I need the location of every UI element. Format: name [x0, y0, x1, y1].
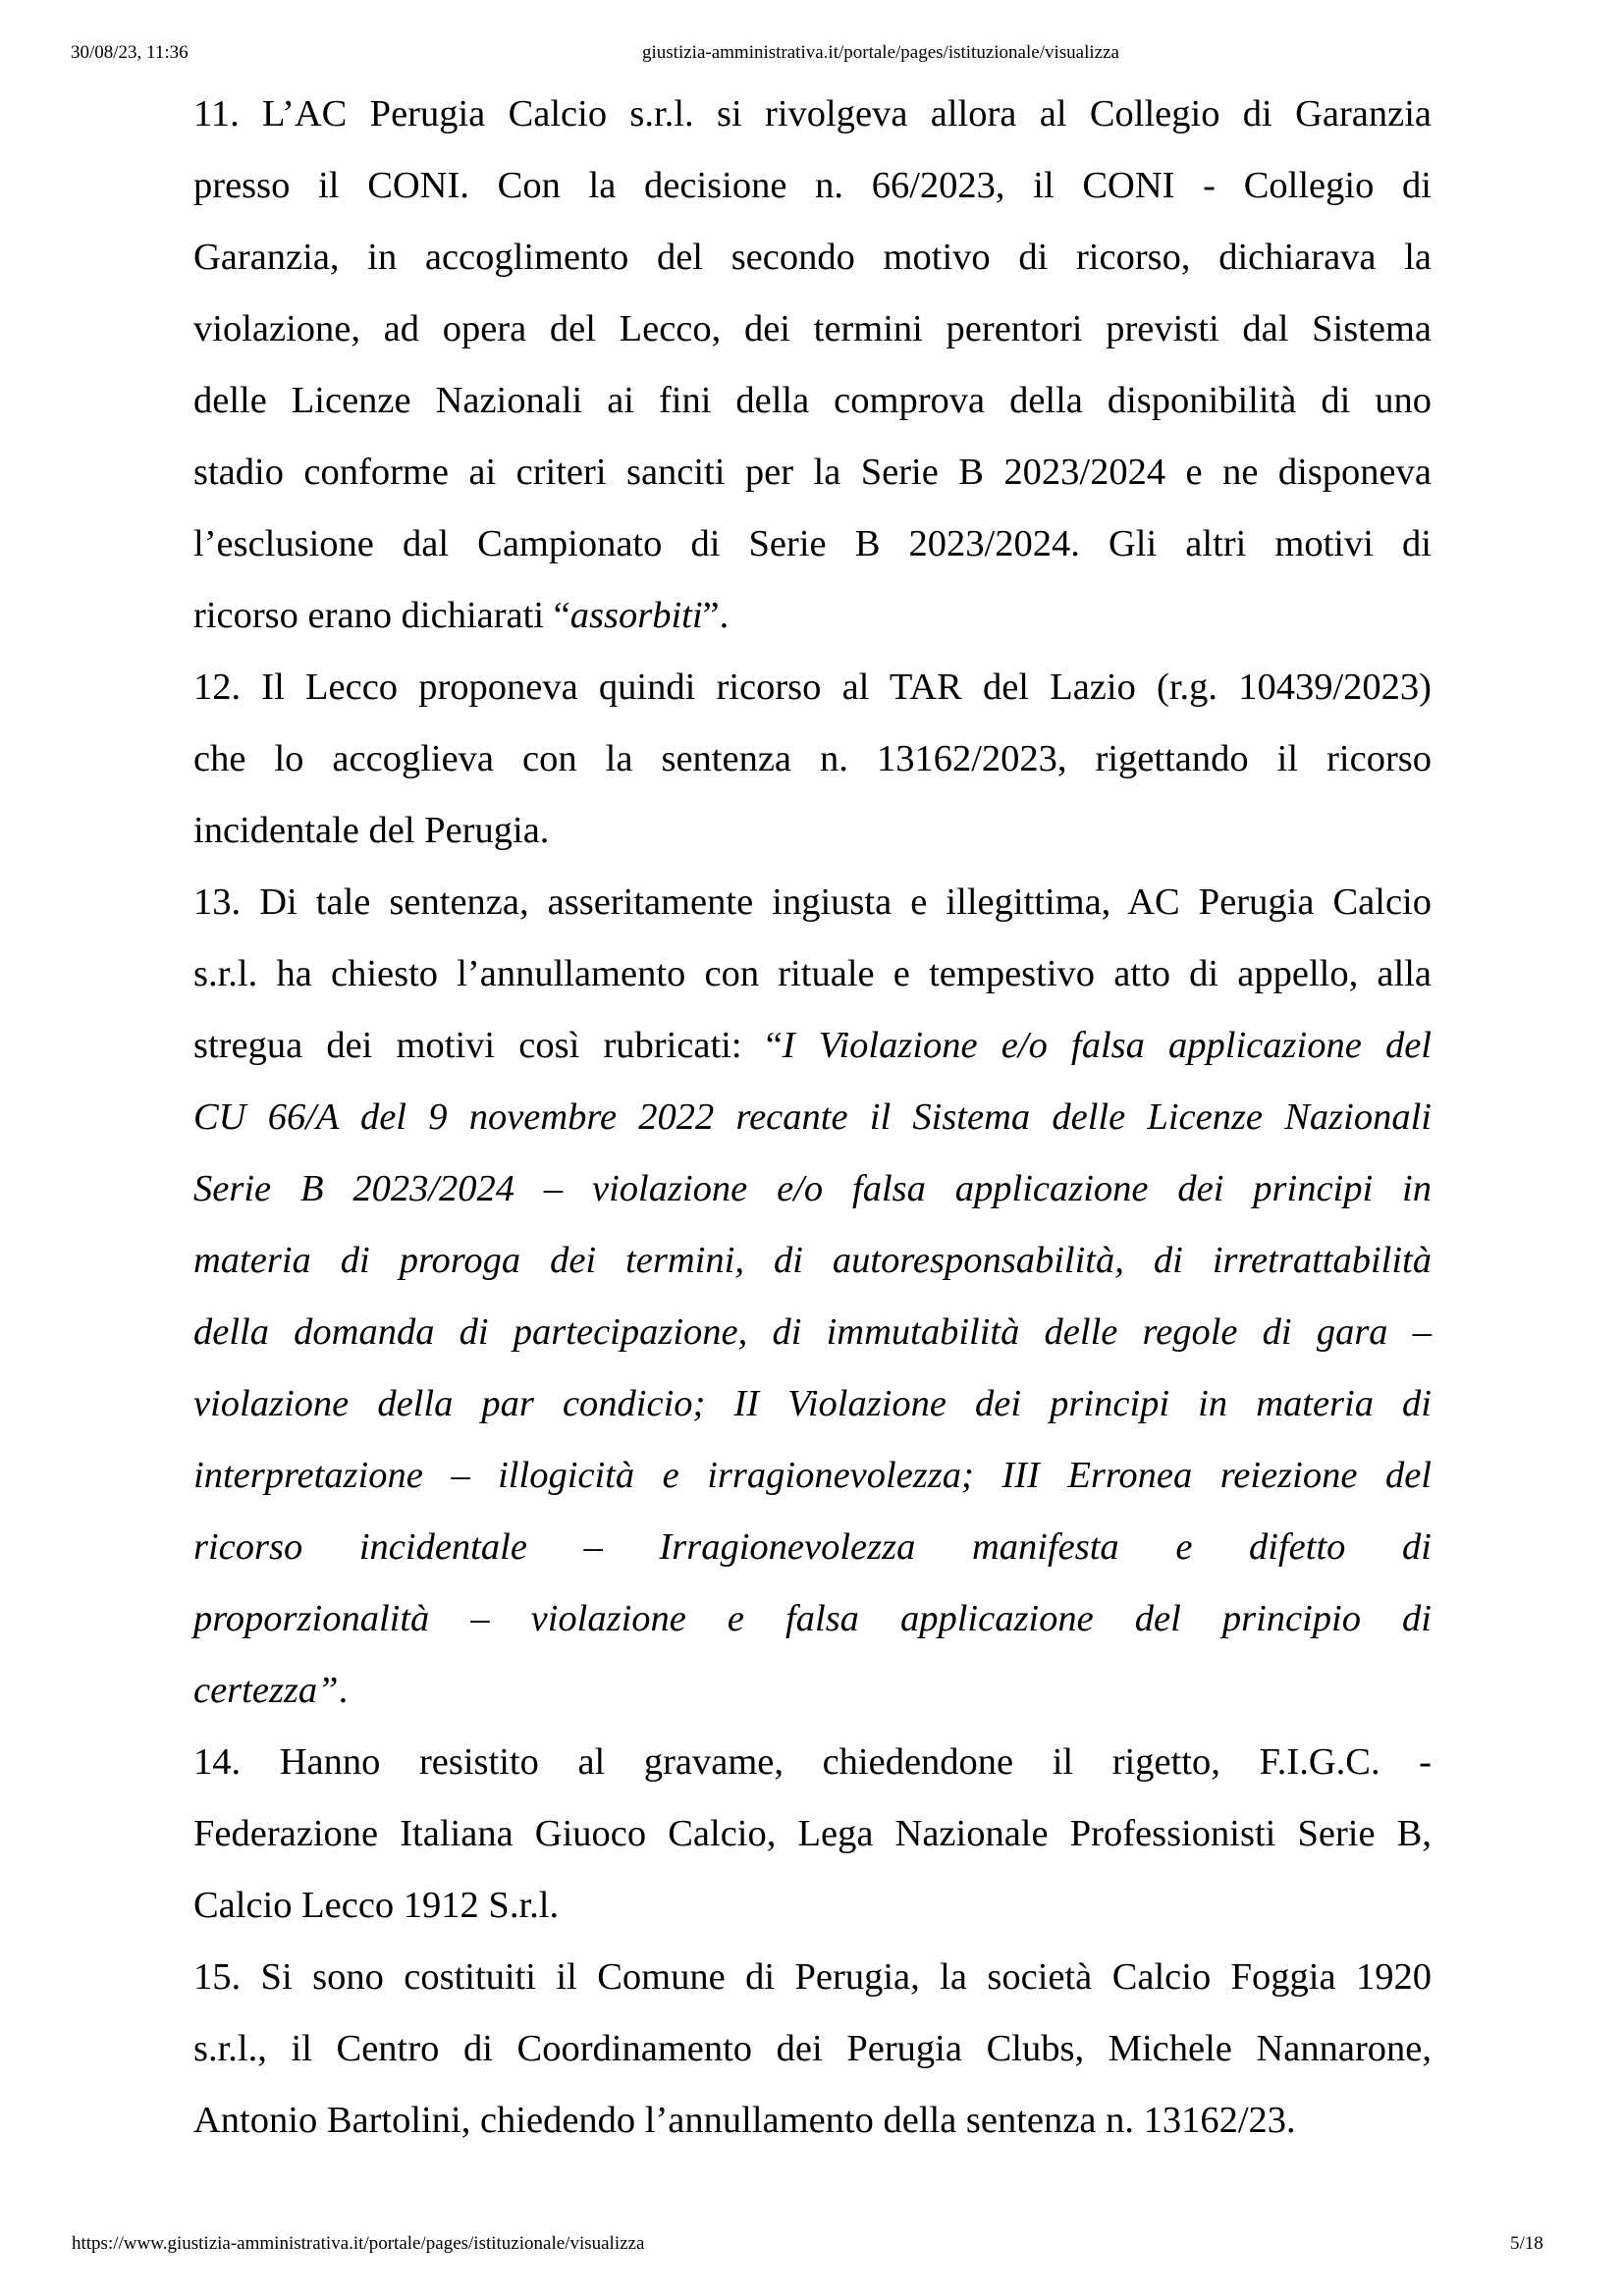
text-line [193, 437, 1432, 508]
print-datetime: 30/08/23, 11:36 [71, 42, 189, 63]
text-line [193, 1225, 1432, 1297]
text-segment: 12. Il Lecco proponeva quindi ricorso al TAR del Lazio (r.g. 10439/2023) [193, 667, 1432, 708]
text-segment: 11. L’AC Perugia Calcio s.r.l. si rivolgeva allora al Collegio di Garanzia [193, 93, 1432, 134]
text-segment: Calcio Lecco 1912 S.r.l. [193, 1885, 560, 1926]
text-segment: Federazione Italiana Giuoco Calcio, Lega Nazionale Professionisti Serie B, [193, 1813, 1432, 1854]
text-line [193, 1082, 1432, 1153]
text-segment: s.r.l. ha chiesto l’annullamento con rituale e tempestivo atto di appello, alla [193, 953, 1432, 994]
text-segment: . [338, 1670, 349, 1711]
italic-text: materia di proroga dei termini, di autoresponsabilità, di irretrattabilità [193, 1240, 1432, 1281]
text-segment: delle Licenze Nazionali ai fini della comprova della disponibilità di uno [193, 380, 1432, 421]
text-segment: che lo accoglieva con la sentenza n. 13162/2023, rigettando il ricorso [193, 738, 1432, 779]
text-line [193, 652, 1432, 723]
page-number: 5/18 [1510, 2233, 1543, 2254]
paragraph-13 [193, 867, 1432, 1727]
text-line [193, 867, 1432, 938]
text-line [193, 1512, 1432, 1583]
italic-text: CU 66/A del 9 novembre 2022 recante il Sistema delle Licenze Nazionali [193, 1096, 1432, 1138]
text-line [193, 795, 1432, 867]
text-segment: ricorso erano dichiarati “ [193, 595, 570, 636]
italic-text: assorbiti [569, 595, 703, 636]
italic-text: violazione della par condicio; II Violazione dei principi in materia di [193, 1383, 1432, 1424]
document-body [193, 79, 1432, 2157]
text-line [193, 2085, 1432, 2157]
text-segment: Garanzia, in accoglimento del secondo motivo di ricorso, dichiarava la [193, 237, 1432, 278]
italic-text: interpretazione – illogicità e irragionevolezza; III Erronea reiezione del [193, 1455, 1432, 1496]
italic-text: proporzionalità – violazione e falsa applicazione del principio di [193, 1598, 1432, 1639]
text-segment: Antonio Bartolini, chiedendo l’annullamento della sentenza n. 13162/23. [193, 2100, 1296, 2141]
text-line [193, 1153, 1432, 1225]
text-line [193, 1297, 1432, 1368]
text-line [193, 79, 1432, 150]
text-line [193, 294, 1432, 365]
text-line [193, 1010, 1432, 1082]
text-line [193, 222, 1432, 294]
text-segment: incidentale del Perugia. [193, 810, 550, 851]
paragraph-14 [193, 1727, 1432, 1942]
print-page-title: giustizia-amministrativa.it/portale/pages/istituzionale/visualizza [642, 42, 1119, 63]
paragraph-12 [193, 652, 1432, 867]
text-line [193, 1942, 1432, 2013]
italic-text: Serie B 2023/2024 – violazione e/o falsa applicazione dei principi in [193, 1168, 1432, 1209]
text-line [193, 1727, 1432, 1798]
text-line [193, 508, 1432, 580]
text-line [193, 1583, 1432, 1655]
text-segment: 14. Hanno resistito al gravame, chiedendone il rigetto, F.I.G.C. - [193, 1741, 1432, 1783]
text-segment: presso il CONI. Con la decisione n. 66/2023, il CONI - Collegio di [193, 165, 1432, 206]
text-segment: s.r.l., il Centro di Coordinamento dei Perugia Clubs, Michele Nannarone, [193, 2028, 1432, 2069]
italic-text: certezza” [193, 1670, 339, 1711]
paragraph-11 [193, 79, 1432, 652]
text-segment: stregua dei motivi così rubricati: “ [193, 1025, 783, 1066]
text-segment: 13. Di tale sentenza, asseritamente ingiusta e illegittima, AC Perugia Calcio [193, 881, 1432, 923]
text-segment: 15. Si sono costituiti il Comune di Perugia, la società Calcio Foggia 1920 [193, 1956, 1432, 1998]
text-line [193, 365, 1432, 437]
print-footer-url: https://www.giustizia-amministrativa.it/portale/pages/istituzionale/visualizza [72, 2233, 645, 2254]
text-line [193, 150, 1432, 222]
italic-text: della domanda di partecipazione, di immutabilità delle regole di gara – [193, 1311, 1432, 1353]
text-line [193, 1798, 1432, 1870]
text-line [193, 2013, 1432, 2085]
text-line [193, 1655, 1432, 1727]
text-line [193, 723, 1432, 795]
paragraph-15 [193, 1942, 1432, 2157]
text-line [193, 580, 1432, 652]
text-segment: violazione, ad opera del Lecco, dei termini perentori previsti dal Sistema [193, 308, 1432, 349]
text-line [193, 938, 1432, 1010]
text-line [193, 1870, 1432, 1942]
text-segment: l’esclusione dal Campionato di Serie B 2023/2024. Gli altri motivi di [193, 523, 1432, 564]
text-segment: stadio conforme ai criteri sanciti per la Serie B 2023/2024 e ne disponeva [193, 452, 1432, 493]
italic-text: I Violazione e/o falsa applicazione del [782, 1025, 1432, 1066]
text-line [193, 1440, 1432, 1512]
italic-text: ricorso incidentale – Irragionevolezza manifesta e difetto di [193, 1526, 1432, 1568]
text-line [193, 1368, 1432, 1440]
text-segment: ”. [702, 595, 730, 636]
